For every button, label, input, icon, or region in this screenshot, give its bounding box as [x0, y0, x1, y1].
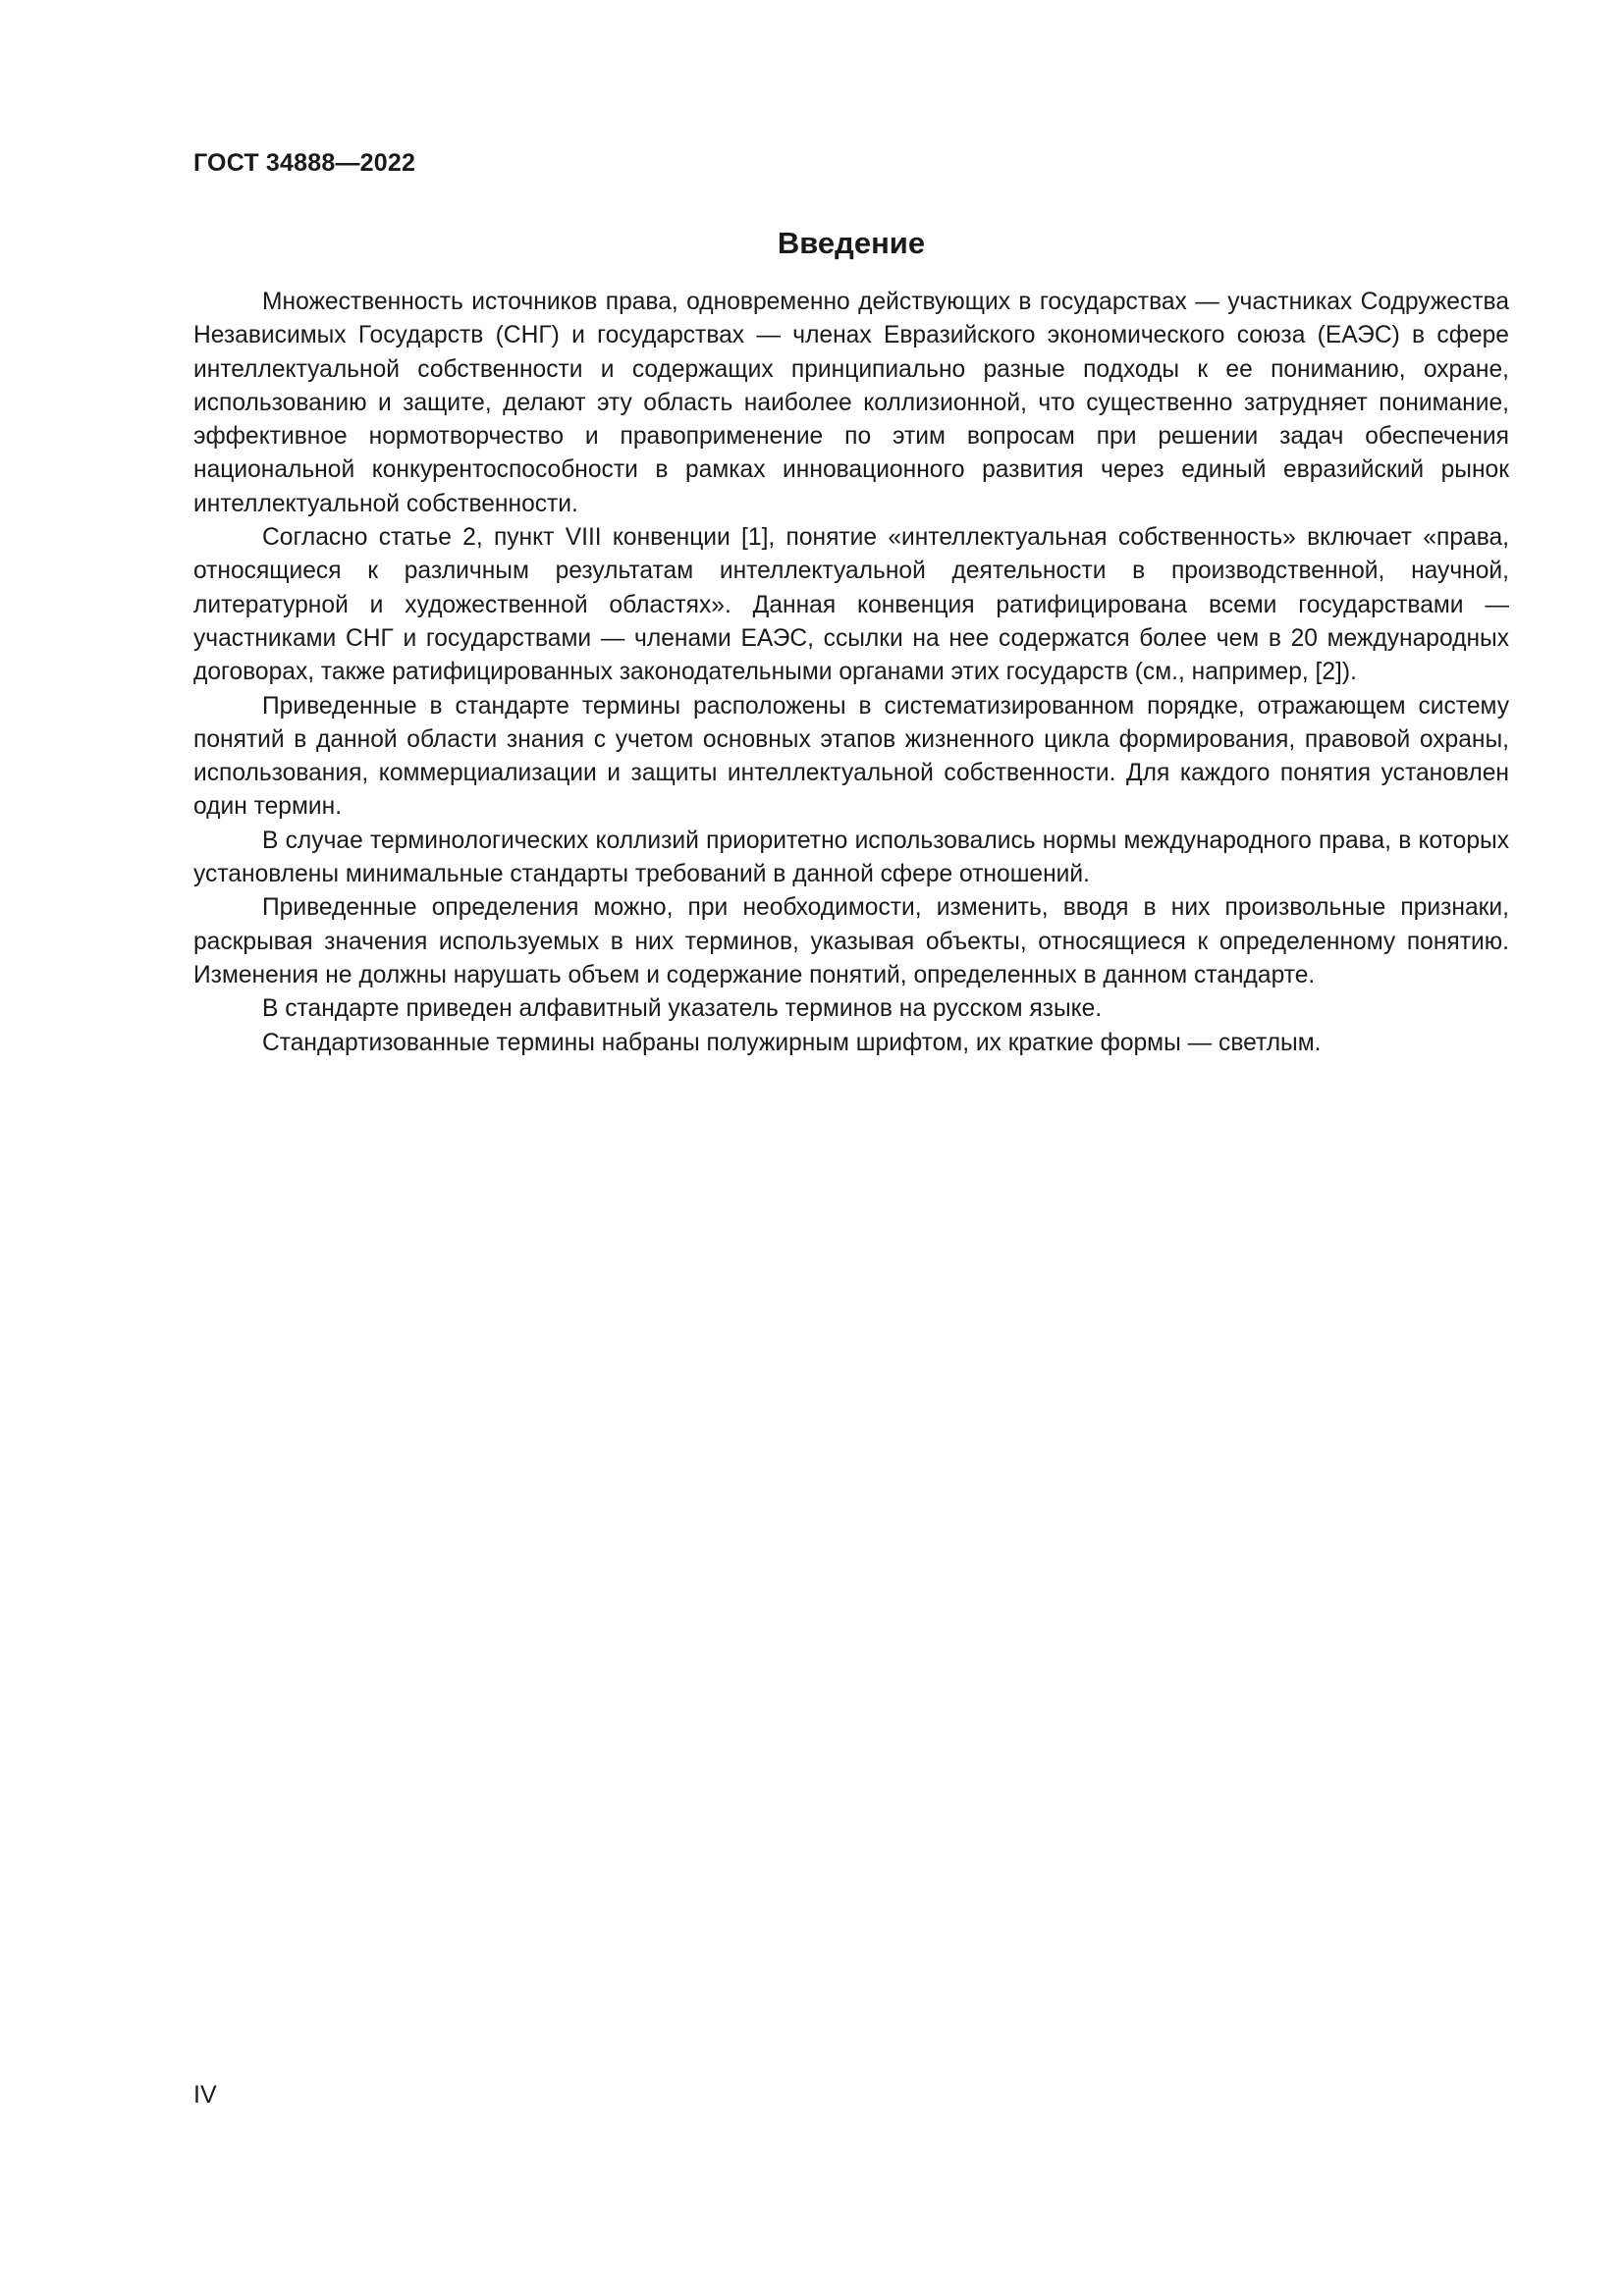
paragraph: Приведенные определения можно, при необходимости, изменить, вводя в них произвольные признаки, раскрывая значения используемых в них терминов, указывая объекты, относящиеся к определенному понятию. Изменения не должны нарушать объем и содержание понятий, определенных в данном стандарте. — [193, 894, 1509, 988]
paragraph: Приведенные в стандарте термины расположены в систематизированном порядке, отражающем систему понятий в данной области знания с учетом основных этапов жизненного цикла формирования, правовой охраны, использования, коммерциализации и защиты интеллектуальной собственности. Для каждого понятия установлен один термин. — [193, 692, 1509, 821]
paragraph: В стандарте приведен алфавитный указатель терминов на русском языке. — [262, 995, 1103, 1023]
page-number: IV — [193, 2081, 217, 2109]
document-header: ГОСТ 34888—2022 — [193, 149, 416, 177]
body-text — [193, 286, 1509, 1060]
paragraph: В случае терминологических коллизий приоритетно использовались нормы международного права, в которых установлены минимальные стандарты требований в данной сфере отношений. — [193, 827, 1509, 888]
paragraph: Множественность источников права, одновременно действующих в государствах — участниках Содружества Независимых Государств (СНГ) и государствах — членах Евразийского экономического союза (ЕАЭС) в сфере интеллектуальной собственности и содержащих принципиально разные подходы к ее пониманию, охране, использованию и защите, делают эту область наиболее коллизионной, что существенно затрудняет понимание, эффективное нормотворчество и правоприменение по этим вопросам при решении задач обеспечения национальной конкурентоспособности в рамках инновационного развития через единый евразийский рынок интеллектуальной собственности. — [193, 289, 1509, 517]
section-title: Введение — [777, 226, 926, 260]
paragraph: Согласно статье 2, пункт VIII конвенции [1], понятие «интеллектуальная собственность» включает «права, относящиеся к различным результатам интеллектуальной деятельности в производственной, научной, литературной и художественной областях». Данная конвенция ратифицирована всеми государствами — участниками СНГ и государствами — членами ЕАЭС, ссылки на нее содержатся более чем в 20 международных договорах, также ратифицированных законодательными органами этих государств (см., например, [2]). — [193, 524, 1509, 686]
paragraph: Стандартизованные термины набраны полужирным шрифтом, их краткие формы — светлым. — [262, 1029, 1322, 1056]
